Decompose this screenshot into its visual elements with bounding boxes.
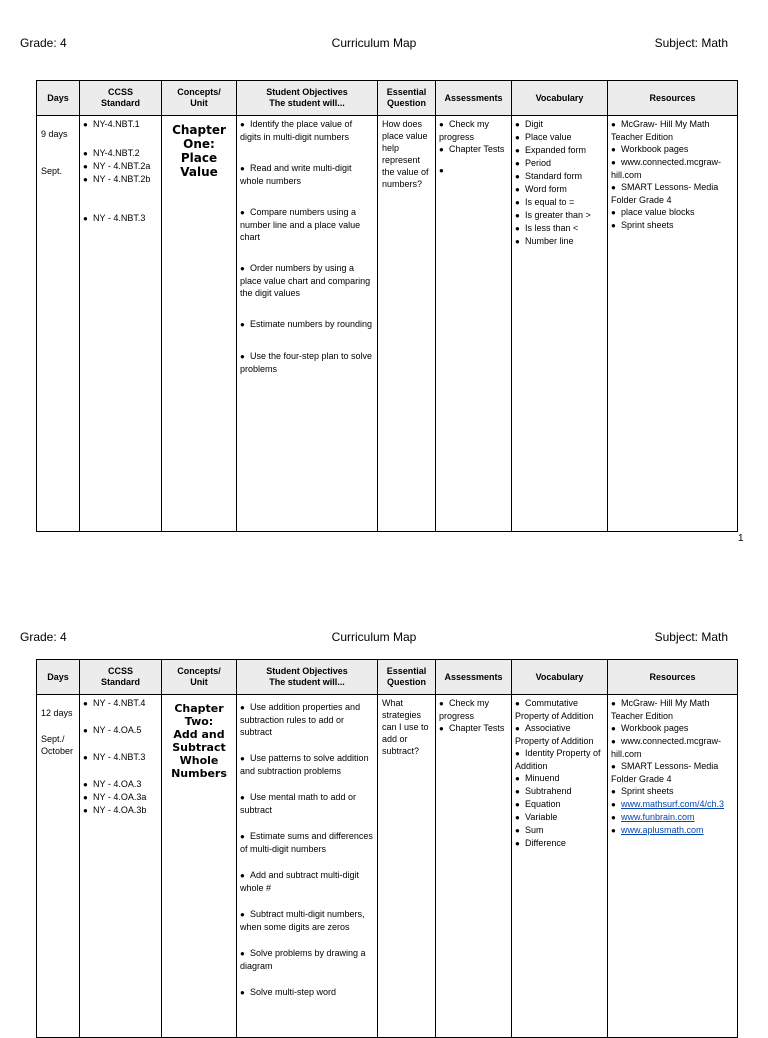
page-header [20,630,728,646]
days-cell [37,116,80,532]
days-count: 9 days [41,129,68,139]
grade-label: Grade: 4 [20,36,67,50]
resources-cell [608,695,738,1038]
table-row [37,116,738,532]
list-item: ● NY-4.NBT.1 [83,119,140,129]
list-item: ● [439,166,444,175]
list-item: ● Use mental math to add or subtract [240,792,357,815]
list-item: ● Standard form [515,171,583,181]
list-item: ● Place value [515,132,572,142]
list-item: ● Workbook pages [611,144,689,154]
col-header-vocabulary: Vocabulary [512,660,608,695]
curriculum-table-chapter-two [36,659,738,1038]
list-item: ● Number line [515,236,574,246]
list-item: ● NY - 4.NBT.2a [83,161,151,171]
list-item: ● NY - 4.OA.5 [83,725,142,735]
col-header-assessments: Assessments [436,660,512,695]
list-item: ● Check my progress [439,119,490,142]
list-item: ● NY - 4.NBT.2b [83,174,151,184]
grade-label: Grade: 4 [20,630,67,644]
days-month: Sept./ October [41,734,74,756]
list-item: ● Equation [515,799,561,809]
col-header-ccss: CCSS Standard [80,660,162,695]
list-item: ● Commutative Property of Addition [515,698,594,721]
chapter-title-cell: Chapter Two: Add and Subtract Whole Numbers [162,695,237,1038]
col-header-resources: Resources [608,81,738,116]
col-header-concepts: Concepts/ Unit [162,660,237,695]
list-item: ● Variable [515,812,558,822]
col-header-vocabulary: Vocabulary [512,81,608,116]
essential-question-cell: How does place value help represent the value of numbers? [378,116,436,532]
list-item: ● Difference [515,838,566,848]
list-item: ● Subtract multi-digit numbers, when some digits are zeros [240,909,365,932]
resource-link-aplusmath[interactable]: ● www.aplusmath.com [611,825,704,835]
page-header [20,36,728,52]
list-item: ● NY - 4.OA.3b [83,805,147,815]
list-item: ● Chapter Tests [439,144,505,154]
col-header-days: Days [37,660,80,695]
col-header-assessments: Assessments [436,81,512,116]
list-item: ● McGraw- Hill My Math Teacher Edition [611,119,710,142]
list-item: ● Period [515,158,552,168]
list-item: ● SMART Lessons- Media Folder Grade 4 [611,182,719,205]
ccss-cell [80,116,162,532]
list-item: ● Word form [515,184,567,194]
list-item: ● place value blocks [611,207,695,217]
list-item: ● Is less than < [515,223,579,233]
list-item: ● Identity Property of Addition [515,748,601,771]
days-count: 12 days [41,708,73,718]
list-item: ● NY - 4.OA.3a [83,792,147,802]
col-header-objectives: Student Objectives The student will... [237,660,378,695]
col-header-question: Essential Question [378,660,436,695]
col-header-concepts: Concepts/ Unit [162,81,237,116]
table-header-row [37,81,738,116]
resource-link-mathsurf[interactable]: ● www.mathsurf.com/4/ch.3 [611,799,725,809]
list-item: ● Sum [515,825,544,835]
list-item: ● Estimate numbers by rounding [240,319,373,329]
assessments-cell [436,116,512,532]
col-header-resources: Resources [608,660,738,695]
vocabulary-cell [512,695,608,1038]
list-item: ● Expanded form [515,145,587,155]
list-item: ● Check my progress [439,698,490,721]
list-item: ● Associative Property of Addition [515,723,594,746]
list-item: ● McGraw- Hill My Math Teacher Edition [611,698,710,721]
list-item: ● www.connected.mcgraw-hill.com [611,157,722,180]
col-header-question: Essential Question [378,81,436,116]
list-item: ● Solve problems by drawing a diagram [240,948,366,971]
col-header-objectives: Student Objectives The student will... [237,81,378,116]
vocabulary-cell [512,116,608,532]
list-item: ● Estimate sums and differences of multi-digit numbers [240,831,373,854]
list-item: ● Use the four-step plan to solve problems [240,351,373,374]
list-item: ● Digit [515,119,544,129]
days-cell [37,695,80,1038]
list-item: ● Use addition properties and subtraction rules to add or subtract [240,702,361,737]
col-header-ccss: CCSS Standard [80,81,162,116]
list-item: ● NY - 4.OA.3 [83,779,142,789]
subject-label: Subject: Math [654,630,728,644]
list-item: ● NY - 4.NBT.4 [83,698,146,708]
list-item: ● Chapter Tests [439,723,505,733]
days-month: Sept. [41,166,63,176]
document-title: Curriculum Map [331,36,417,50]
list-item: ● Add and subtract multi-digit whole # [240,870,360,893]
list-item: ● Sprint sheets [611,220,674,230]
list-item: ● Is equal to = [515,197,575,207]
page-number: 1 [738,533,744,544]
list-item: ● NY - 4.NBT.3 [83,752,146,762]
table-header-row [37,660,738,695]
list-item: ● Sprint sheets [611,786,674,796]
chapter-title-cell: Chapter One: Place Value [162,116,237,532]
list-item: ● Workbook pages [611,723,689,733]
list-item: ● Solve multi-step word [240,987,337,997]
list-item: ● Use patterns to solve addition and subtraction problems [240,753,369,776]
resources-cell [608,116,738,532]
assessments-cell [436,695,512,1038]
table-row [37,695,738,1038]
list-item: ● Read and write multi-digit whole numbers [240,163,352,186]
list-item: ● Identify the place value of digits in multi-digit numbers [240,119,353,142]
list-item: ● Order numbers by using a place value chart and comparing the digit values [240,263,371,298]
list-item: ● Is greater than > [515,210,591,220]
essential-question-cell: What strategies can I use to add or subtract? [378,695,436,1038]
objectives-cell [237,695,378,1038]
ccss-cell [80,695,162,1038]
objectives-cell [237,116,378,532]
list-item: ● SMART Lessons- Media Folder Grade 4 [611,761,719,784]
list-item: ● www.connected.mcgraw-hill.com [611,736,722,759]
list-item: ● Subtrahend [515,786,572,796]
subject-label: Subject: Math [654,36,728,50]
curriculum-table-chapter-one [36,80,738,532]
col-header-days: Days [37,81,80,116]
document-title: Curriculum Map [331,630,417,644]
list-item: ● NY - 4.NBT.3 [83,213,146,223]
list-item: ● Compare numbers using a number line and a place value chart [240,207,361,242]
list-item: ● Minuend [515,773,560,783]
resource-link-funbrain[interactable]: ● www.funbrain.com [611,812,695,822]
list-item: ● NY-4.NBT.2 [83,148,140,158]
